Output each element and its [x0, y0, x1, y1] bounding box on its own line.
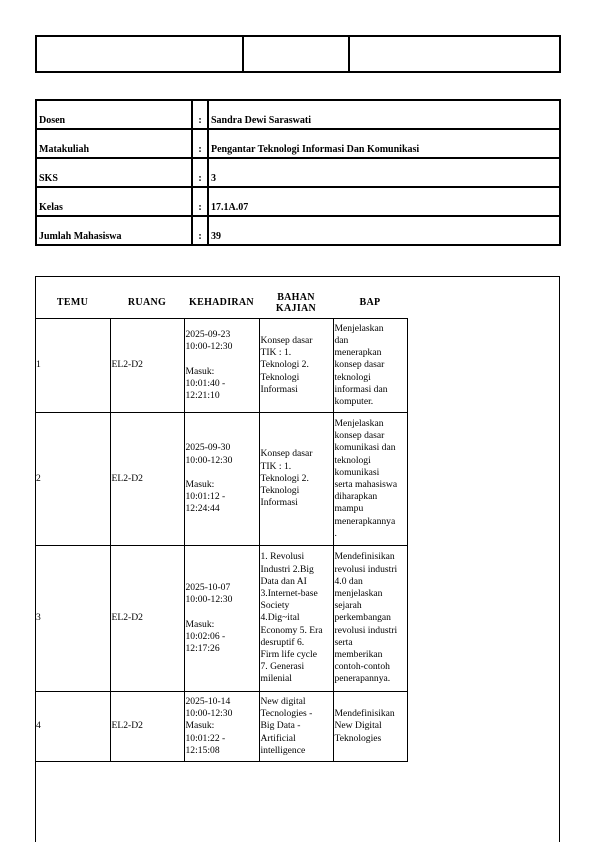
- cell-kehadiran: 2025-10-07 10:00-12:30 Masuk: 10:02:06 - 12:17:26: [184, 546, 259, 692]
- cell-bap: Menjelaskan dan menerapkan konsep dasar teknologi informasi dan komputer.: [333, 319, 407, 413]
- schedule-header-row: [35, 287, 407, 319]
- cell-kehadiran: 2025-09-30 10:00-12:30 Masuk: 10:01:12 - 12:24:44: [184, 413, 259, 546]
- info-row-dosen: [36, 100, 560, 129]
- info-label: Jumlah Mahasiswa: [36, 216, 192, 245]
- cell-bahan-kajian: New digital Tecnologies - Big Data - Artificial intelligence: [259, 692, 333, 762]
- cell-bap: Mendefinisikan New Digital Teknologies: [333, 692, 407, 762]
- schedule-row: [35, 546, 407, 692]
- col-header-ruang: RUANG: [127, 297, 167, 308]
- info-label: Matakuliah: [36, 129, 192, 158]
- cell-ruang: EL2-D2: [110, 413, 184, 546]
- cell-temu: 1: [35, 319, 110, 413]
- col-header-bahan-kajian: BAHAN KAJIAN: [275, 291, 317, 314]
- cell-temu: 3: [35, 546, 110, 692]
- info-label: Kelas: [36, 187, 192, 216]
- info-row-matakuliah: [36, 129, 560, 158]
- cell-bahan-kajian: Konsep dasar TIK : 1. Teknologi 2. Teknologi Informasi: [259, 413, 333, 546]
- cell-temu: 4: [35, 692, 110, 762]
- cell-kehadiran: 2025-10-14 10:00-12:30 Masuk: 10:01:22 - 12:15:08: [184, 692, 259, 762]
- cell-temu: 2: [35, 413, 110, 546]
- header-cell-2: [243, 36, 349, 72]
- info-separator: :: [192, 100, 208, 129]
- info-value: 39: [208, 216, 560, 245]
- col-header-temu: TEMU: [56, 297, 89, 308]
- schedule-table: [35, 287, 408, 762]
- info-value: Sandra Dewi Saraswati: [208, 100, 560, 129]
- cell-bahan-kajian: 1. Revolusi Industri 2.Big Data dan AI 3.Internet-base Society 4.Dig~ital Economy 5. Era desruptif 6. Firm life cycle 7. Generasi milenial: [259, 546, 333, 692]
- header-box: [35, 35, 561, 73]
- course-info-table: [35, 99, 561, 246]
- cell-ruang: EL2-D2: [110, 546, 184, 692]
- info-row-kelas: [36, 187, 560, 216]
- info-separator: :: [192, 158, 208, 187]
- info-label: Dosen: [36, 100, 192, 129]
- col-header-kehadiran: KEHADIRAN: [189, 297, 254, 308]
- cell-kehadiran: 2025-09-23 10:00-12:30 Masuk: 10:01:40 - 12:21:10: [184, 319, 259, 413]
- info-value: Pengantar Teknologi Informasi Dan Komunikasi: [208, 129, 560, 158]
- header-cell-1: [36, 36, 243, 72]
- cell-bahan-kajian: Konsep dasar TIK : 1. Teknologi 2. Teknologi Informasi: [259, 319, 333, 413]
- schedule-row: [35, 319, 407, 413]
- cell-ruang: EL2-D2: [110, 319, 184, 413]
- info-label: SKS: [36, 158, 192, 187]
- schedule-row: [35, 692, 407, 762]
- info-value: 3: [208, 158, 560, 187]
- info-separator: :: [192, 129, 208, 158]
- header-cell-3: [349, 36, 560, 72]
- info-separator: :: [192, 216, 208, 245]
- cell-bap: Menjelaskan konsep dasar komunikasi dan teknologi komunikasi serta mahasiswa diharapkan mampu menerapkannya .: [333, 413, 407, 546]
- cell-ruang: EL2-D2: [110, 692, 184, 762]
- info-value: 17.1A.07: [208, 187, 560, 216]
- info-row-sks: [36, 158, 560, 187]
- info-row-jumlah-mahasiswa: [36, 216, 560, 245]
- col-header-bap: BAP: [359, 297, 381, 308]
- cell-bap: Mendefinisikan revolusi industri 4.0 dan menjelaskan sejarah perkembangan revolusi industri serta memberikan contoh-contoh penerapannya.: [333, 546, 407, 692]
- schedule-row: [35, 413, 407, 546]
- info-separator: :: [192, 187, 208, 216]
